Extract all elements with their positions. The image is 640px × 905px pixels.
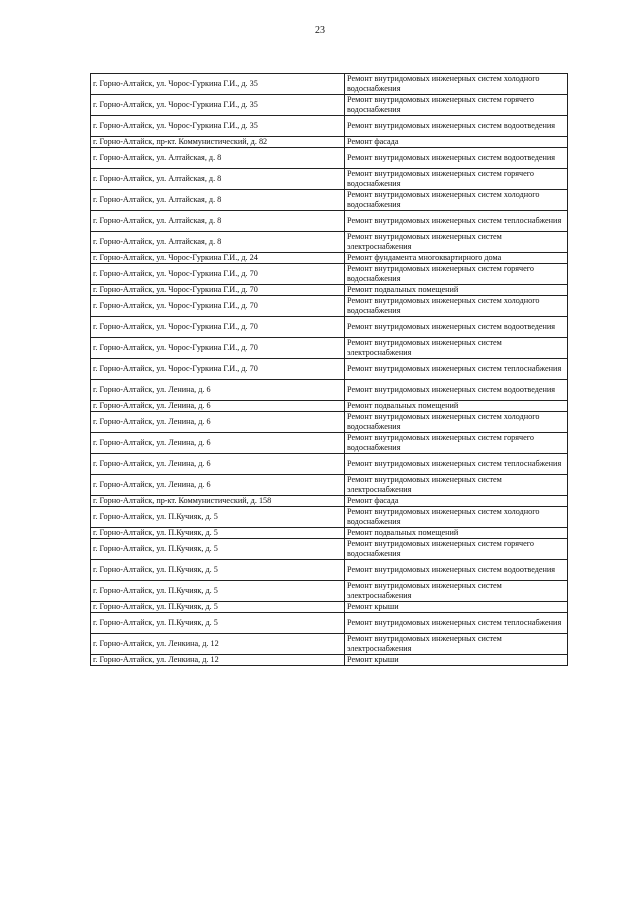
- table-row: [91, 401, 568, 412]
- table-row: [91, 169, 568, 190]
- work-type-cell: Ремонт внутридомовых инженерных систем теплоснабжения: [345, 613, 568, 634]
- work-type-cell: Ремонт внутридомовых инженерных систем горячего водоснабжения: [345, 539, 568, 560]
- work-type-cell: Ремонт внутридомовых инженерных систем водоотведения: [345, 380, 568, 401]
- work-type-cell: Ремонт внутридомовых инженерных систем теплоснабжения: [345, 454, 568, 475]
- work-type-cell: Ремонт внутридомовых инженерных систем холодного водоснабжения: [345, 507, 568, 528]
- address-cell: г. Горно-Алтайск, ул. Чорос-Гуркина Г.И., д. 35: [91, 95, 345, 116]
- work-type-cell: Ремонт подвальных помещений: [345, 401, 568, 412]
- address-cell: г. Горно-Алтайск, ул. Ленкина, д. 12: [91, 655, 345, 666]
- table-row: [91, 264, 568, 285]
- table-row: [91, 602, 568, 613]
- table-row: [91, 634, 568, 655]
- table-row: [91, 296, 568, 317]
- address-cell: г. Горно-Алтайск, ул. П.Кучияк, д. 5: [91, 560, 345, 581]
- work-type-cell: Ремонт фундамента многоквартирного дома: [345, 253, 568, 264]
- table-row: [91, 285, 568, 296]
- table-row: [91, 116, 568, 137]
- address-cell: г. Горно-Алтайск, ул. П.Кучияк, д. 5: [91, 581, 345, 602]
- work-type-cell: Ремонт внутридомовых инженерных систем холодного водоснабжения: [345, 190, 568, 211]
- table-row: [91, 148, 568, 169]
- work-type-cell: Ремонт внутридомовых инженерных систем холодного водоснабжения: [345, 296, 568, 317]
- work-type-cell: Ремонт внутридомовых инженерных систем холодного водоснабжения: [345, 74, 568, 95]
- table-row: [91, 137, 568, 148]
- address-cell: г. Горно-Алтайск, ул. Алтайская, д. 8: [91, 169, 345, 190]
- table-row: [91, 613, 568, 634]
- address-cell: г. Горно-Алтайск, ул. Алтайская, д. 8: [91, 190, 345, 211]
- address-cell: г. Горно-Алтайск, пр-кт. Коммунистический, д. 82: [91, 137, 345, 148]
- table-row: [91, 433, 568, 454]
- table-row: [91, 539, 568, 560]
- work-type-cell: Ремонт внутридомовых инженерных систем горячего водоснабжения: [345, 433, 568, 454]
- work-type-cell: Ремонт подвальных помещений: [345, 285, 568, 296]
- table-row: [91, 232, 568, 253]
- work-type-cell: Ремонт подвальных помещений: [345, 528, 568, 539]
- table-row: [91, 317, 568, 338]
- work-type-cell: Ремонт внутридомовых инженерных систем электроснабжения: [345, 581, 568, 602]
- address-cell: г. Горно-Алтайск, ул. Ленина, д. 6: [91, 454, 345, 475]
- address-cell: г. Горно-Алтайск, пр-кт. Коммунистический, д. 158: [91, 496, 345, 507]
- address-cell: г. Горно-Алтайск, ул. Чорос-Гуркина Г.И., д. 70: [91, 285, 345, 296]
- address-cell: г. Горно-Алтайск, ул. Чорос-Гуркина Г.И., д. 35: [91, 116, 345, 137]
- work-type-cell: Ремонт внутридомовых инженерных систем электроснабжения: [345, 232, 568, 253]
- table-row: [91, 338, 568, 359]
- table-row: [91, 211, 568, 232]
- table-row: [91, 496, 568, 507]
- work-type-cell: Ремонт внутридомовых инженерных систем электроснабжения: [345, 634, 568, 655]
- table-row: [91, 560, 568, 581]
- work-type-cell: Ремонт крыши: [345, 655, 568, 666]
- work-type-cell: Ремонт внутридомовых инженерных систем электроснабжения: [345, 338, 568, 359]
- table-row: [91, 253, 568, 264]
- page-number: 23: [315, 25, 325, 36]
- work-type-cell: Ремонт внутридомовых инженерных систем водоотведения: [345, 317, 568, 338]
- work-type-cell: Ремонт фасада: [345, 137, 568, 148]
- address-cell: г. Горно-Алтайск, ул. Чорос-Гуркина Г.И., д. 24: [91, 253, 345, 264]
- address-cell: г. Горно-Алтайск, ул. Алтайская, д. 8: [91, 232, 345, 253]
- repair-registry-table: [90, 73, 568, 666]
- work-type-cell: Ремонт внутридомовых инженерных систем водоотведения: [345, 116, 568, 137]
- table-row: [91, 74, 568, 95]
- address-cell: г. Горно-Алтайск, ул. Чорос-Гуркина Г.И., д. 70: [91, 264, 345, 285]
- work-type-cell: Ремонт фасада: [345, 496, 568, 507]
- table-row: [91, 190, 568, 211]
- work-type-cell: Ремонт внутридомовых инженерных систем водоотведения: [345, 560, 568, 581]
- address-cell: г. Горно-Алтайск, ул. П.Кучияк, д. 5: [91, 602, 345, 613]
- table-row: [91, 655, 568, 666]
- work-type-cell: Ремонт внутридомовых инженерных систем водоотведения: [345, 148, 568, 169]
- table-row: [91, 380, 568, 401]
- work-type-cell: Ремонт внутридомовых инженерных систем горячего водоснабжения: [345, 169, 568, 190]
- address-cell: г. Горно-Алтайск, ул. Чорос-Гуркина Г.И., д. 35: [91, 74, 345, 95]
- address-cell: г. Горно-Алтайск, ул. Чорос-Гуркина Г.И., д. 70: [91, 317, 345, 338]
- address-cell: г. Горно-Алтайск, ул. Ленкина, д. 12: [91, 634, 345, 655]
- address-cell: г. Горно-Алтайск, ул. Ленина, д. 6: [91, 412, 345, 433]
- work-type-cell: Ремонт внутридомовых инженерных систем горячего водоснабжения: [345, 95, 568, 116]
- address-cell: г. Горно-Алтайск, ул. Алтайская, д. 8: [91, 211, 345, 232]
- address-cell: г. Горно-Алтайск, ул. Ленина, д. 6: [91, 401, 345, 412]
- work-type-cell: Ремонт внутридомовых инженерных систем горячего водоснабжения: [345, 264, 568, 285]
- address-cell: г. Горно-Алтайск, ул. Алтайская, д. 8: [91, 148, 345, 169]
- address-cell: г. Горно-Алтайск, ул. П.Кучияк, д. 5: [91, 613, 345, 634]
- address-cell: г. Горно-Алтайск, ул. Чорос-Гуркина Г.И., д. 70: [91, 296, 345, 317]
- table-row: [91, 528, 568, 539]
- work-type-cell: Ремонт внутридомовых инженерных систем электроснабжения: [345, 475, 568, 496]
- work-type-cell: Ремонт внутридомовых инженерных систем теплоснабжения: [345, 359, 568, 380]
- address-cell: г. Горно-Алтайск, ул. Ленина, д. 6: [91, 475, 345, 496]
- table-row: [91, 507, 568, 528]
- address-cell: г. Горно-Алтайск, ул. П.Кучияк, д. 5: [91, 528, 345, 539]
- work-type-cell: Ремонт внутридомовых инженерных систем холодного водоснабжения: [345, 412, 568, 433]
- table-row: [91, 475, 568, 496]
- table-row: [91, 454, 568, 475]
- work-type-cell: Ремонт внутридомовых инженерных систем теплоснабжения: [345, 211, 568, 232]
- address-cell: г. Горно-Алтайск, ул. П.Кучияк, д. 5: [91, 507, 345, 528]
- address-cell: г. Горно-Алтайск, ул. Чорос-Гуркина Г.И., д. 70: [91, 338, 345, 359]
- table-row: [91, 581, 568, 602]
- table-row: [91, 95, 568, 116]
- address-cell: г. Горно-Алтайск, ул. Ленина, д. 6: [91, 380, 345, 401]
- registry-body: [91, 74, 568, 666]
- table-row: [91, 412, 568, 433]
- work-type-cell: Ремонт крыши: [345, 602, 568, 613]
- address-cell: г. Горно-Алтайск, ул. П.Кучияк, д. 5: [91, 539, 345, 560]
- address-cell: г. Горно-Алтайск, ул. Ленина, д. 6: [91, 433, 345, 454]
- address-cell: г. Горно-Алтайск, ул. Чорос-Гуркина Г.И., д. 70: [91, 359, 345, 380]
- table-row: [91, 359, 568, 380]
